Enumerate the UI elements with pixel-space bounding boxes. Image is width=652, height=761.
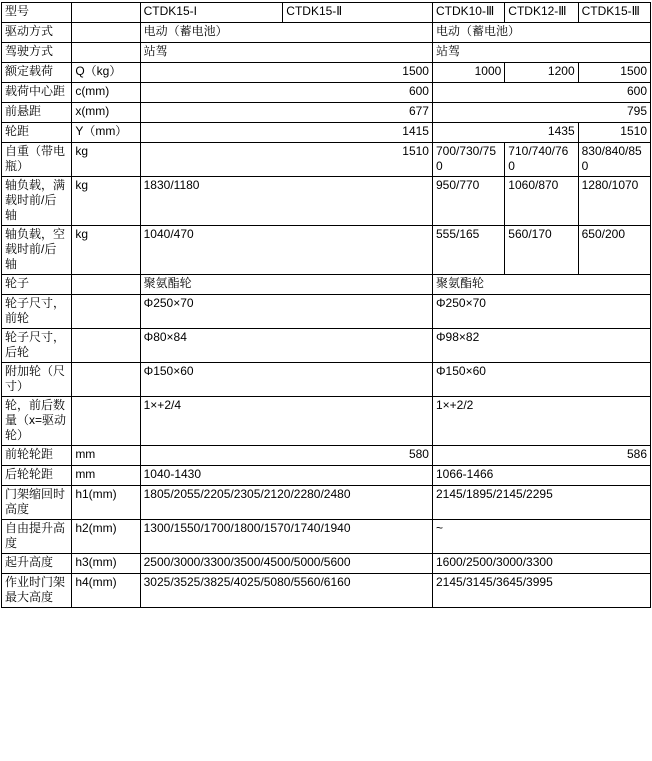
row-unit — [72, 397, 140, 446]
row-label: 轮，前后数量（x=驱动轮） — [2, 397, 72, 446]
row-label: 门架缩回时高度 — [2, 486, 72, 520]
table-row — [2, 177, 651, 226]
row-unit — [72, 3, 140, 23]
row-label: 额定载荷 — [2, 63, 72, 83]
table-cell: 795 — [432, 103, 650, 123]
row-label: 轮子尺寸，前轮 — [2, 295, 72, 329]
row-unit: mm — [72, 466, 140, 486]
table-cell: 1435 — [432, 123, 578, 143]
table-cell: 586 — [432, 446, 650, 466]
table-cell: 1×+2/4 — [140, 397, 432, 446]
row-unit: h3(mm) — [72, 554, 140, 574]
table-row — [2, 83, 651, 103]
row-label: 附加轮（尺寸） — [2, 363, 72, 397]
row-label: 作业时门架最大高度 — [2, 574, 72, 608]
table-row — [2, 295, 651, 329]
table-cell: CTDK15-I — [140, 3, 283, 23]
table-cell: ~ — [432, 520, 650, 554]
table-row — [2, 446, 651, 466]
row-label: 轴负载，满载时前/后轴 — [2, 177, 72, 226]
table-cell: 1280/1070 — [578, 177, 650, 226]
table-cell: Φ150×60 — [432, 363, 650, 397]
table-cell: 1300/1550/1700/1800/1570/1740/1940 — [140, 520, 432, 554]
row-unit — [72, 363, 140, 397]
table-row — [2, 226, 651, 275]
table-cell: Φ250×70 — [140, 295, 432, 329]
row-label: 型号 — [2, 3, 72, 23]
table-row — [2, 486, 651, 520]
row-unit: Y（mm） — [72, 123, 140, 143]
table-cell: 1060/870 — [505, 177, 578, 226]
table-cell: 聚氨酯轮 — [432, 275, 650, 295]
table-cell: CTDK15-Ⅲ — [578, 3, 650, 23]
row-unit: h4(mm) — [72, 574, 140, 608]
row-label: 后轮轮距 — [2, 466, 72, 486]
row-label: 起升高度 — [2, 554, 72, 574]
table-cell: CTDK10-Ⅲ — [432, 3, 504, 23]
table-row — [2, 143, 651, 177]
row-label: 轮子 — [2, 275, 72, 295]
row-label: 驱动方式 — [2, 23, 72, 43]
table-cell: 聚氨酯轮 — [140, 275, 432, 295]
row-unit — [72, 295, 140, 329]
table-row — [2, 363, 651, 397]
row-label: 载荷中心距 — [2, 83, 72, 103]
row-unit: Q（kg） — [72, 63, 140, 83]
table-cell: 2145/1895/2145/2295 — [432, 486, 650, 520]
row-unit — [72, 275, 140, 295]
row-label: 前悬距 — [2, 103, 72, 123]
table-cell: 1500 — [578, 63, 650, 83]
table-body — [2, 3, 651, 608]
table-cell: 600 — [140, 83, 432, 103]
table-cell: Φ250×70 — [432, 295, 650, 329]
table-cell: 1040-1430 — [140, 466, 432, 486]
table-row — [2, 397, 651, 446]
table-cell: 站驾 — [432, 43, 650, 63]
table-cell: 2500/3000/3300/3500/4500/5000/5600 — [140, 554, 432, 574]
row-unit — [72, 329, 140, 363]
table-cell: 580 — [140, 446, 432, 466]
table-cell: 1×+2/2 — [432, 397, 650, 446]
table-cell: 650/200 — [578, 226, 650, 275]
table-row — [2, 520, 651, 554]
row-unit: kg — [72, 226, 140, 275]
row-label: 前轮轮距 — [2, 446, 72, 466]
table-row — [2, 123, 651, 143]
table-cell: 站驾 — [140, 43, 432, 63]
table-cell: 电动（蓄电池） — [140, 23, 432, 43]
row-unit — [72, 23, 140, 43]
table-cell: 1000 — [432, 63, 504, 83]
table-cell: 555/165 — [432, 226, 504, 275]
table-cell: 830/840/850 — [578, 143, 650, 177]
table-cell: CTDK15-Ⅱ — [283, 3, 433, 23]
table-row — [2, 103, 651, 123]
table-cell: 1040/470 — [140, 226, 432, 275]
specification-table — [1, 2, 651, 608]
table-row — [2, 275, 651, 295]
table-cell: 710/740/760 — [505, 143, 578, 177]
table-row — [2, 329, 651, 363]
table-cell: 1415 — [140, 123, 432, 143]
table-cell: 2145/3145/3645/3995 — [432, 574, 650, 608]
table-row — [2, 3, 651, 23]
table-row — [2, 466, 651, 486]
table-cell: CTDK12-Ⅲ — [505, 3, 578, 23]
table-cell: 1500 — [140, 63, 432, 83]
table-cell: 600 — [432, 83, 650, 103]
table-cell: 3025/3525/3825/4025/5080/5560/6160 — [140, 574, 432, 608]
table-row — [2, 23, 651, 43]
row-unit: h2(mm) — [72, 520, 140, 554]
table-cell: 700/730/750 — [432, 143, 504, 177]
table-cell: 1510 — [140, 143, 432, 177]
table-cell: 1200 — [505, 63, 578, 83]
table-row — [2, 574, 651, 608]
row-unit: kg — [72, 177, 140, 226]
table-cell: 1805/2055/2205/2305/2120/2280/2480 — [140, 486, 432, 520]
row-unit — [72, 43, 140, 63]
table-cell: 950/770 — [432, 177, 504, 226]
row-unit: x(mm) — [72, 103, 140, 123]
table-cell: 电动（蓄电池） — [432, 23, 650, 43]
row-label: 轮距 — [2, 123, 72, 143]
table-row — [2, 63, 651, 83]
table-cell: 677 — [140, 103, 432, 123]
table-cell: Φ98×82 — [432, 329, 650, 363]
table-cell: 1600/2500/3000/3300 — [432, 554, 650, 574]
table-cell: 560/170 — [505, 226, 578, 275]
table-row — [2, 43, 651, 63]
table-cell: 1510 — [578, 123, 650, 143]
row-label: 轴负载，空载时前/后轴 — [2, 226, 72, 275]
table-cell: 1066-1466 — [432, 466, 650, 486]
table-cell: 1830/1180 — [140, 177, 432, 226]
row-unit: h1(mm) — [72, 486, 140, 520]
row-unit: kg — [72, 143, 140, 177]
table-cell: Φ150×60 — [140, 363, 432, 397]
row-label: 轮子尺寸，后轮 — [2, 329, 72, 363]
row-label: 驾驶方式 — [2, 43, 72, 63]
row-unit: mm — [72, 446, 140, 466]
table-row — [2, 554, 651, 574]
table-cell: Φ80×84 — [140, 329, 432, 363]
row-unit: c(mm) — [72, 83, 140, 103]
row-label: 自由提升高度 — [2, 520, 72, 554]
row-label: 自重（带电瓶） — [2, 143, 72, 177]
